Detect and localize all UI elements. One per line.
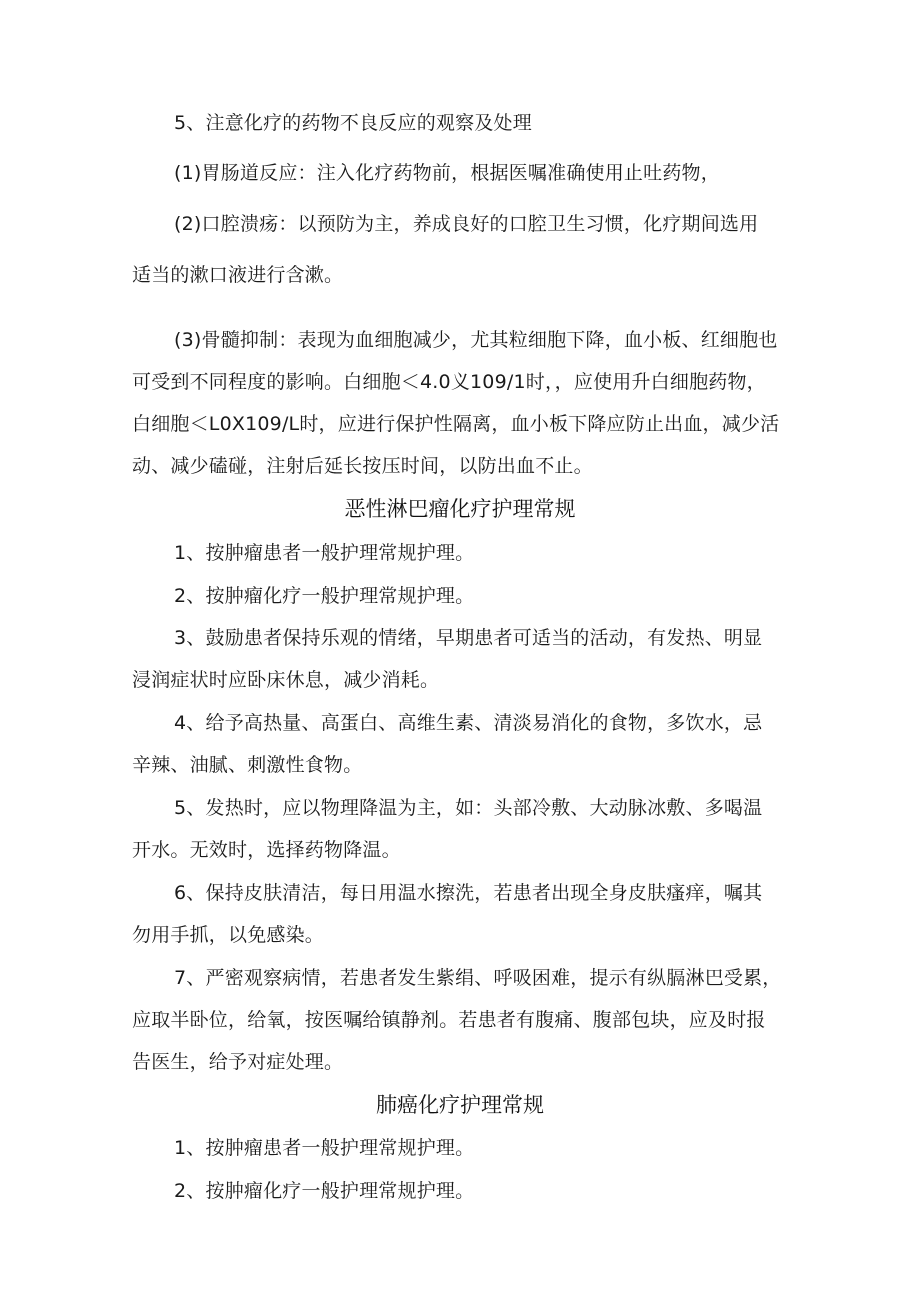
lymphoma-item-1: 1、按肿瘤患者一般护理常规护理。	[174, 542, 475, 564]
sub-item-3-marrow-line-3: 白细胞＜L0X109/L时，应进行保护性隔离，血小板下降应防止出血，减少活	[132, 413, 780, 435]
lymphoma-item-4-line-2: 辛辣、油腻、刺激性食物。	[132, 754, 363, 776]
lymphoma-section-title: 恶性淋巴瘤化疗护理常规	[344, 497, 576, 521]
sub-item-3-marrow-line-2: 可受到不同程度的影响。白细胞＜4.0义109/1时，，应使用升白细胞药物，	[132, 371, 766, 393]
item5-heading: 5、注意化疗的药物不良反应的观察及处理	[174, 112, 532, 134]
lung-cancer-section-title: 肺癌化疗护理常规	[376, 1093, 544, 1117]
sub-item-3-marrow-line-1: (3)骨髓抑制：表现为血细胞减少，尤其粒细胞下降，血小板、红细胞也	[174, 329, 778, 351]
lymphoma-item-5-line-2: 开水。无效时，选择药物降温。	[132, 839, 401, 861]
sub-item-2-oral-line-2: 适当的漱口液进行含漱。	[132, 264, 344, 286]
sub-item-1-gastro: (1)胃肠道反应：注入化疗药物前，根据医嘱准确使用止吐药物，	[174, 162, 720, 184]
lymphoma-item-2: 2、按肿瘤化疗一般护理常规护理。	[174, 585, 475, 607]
lung-item-1: 1、按肿瘤患者一般护理常规护理。	[174, 1137, 475, 1159]
lymphoma-item-7-line-3: 告医生，给予对症处理。	[132, 1051, 344, 1073]
sub-item-3-marrow-line-4: 动、减少磕碰，注射后延长按压时间，以防出血不止。	[132, 455, 593, 477]
lymphoma-item-7-line-1: 7、严密观察病情，若患者发生紫绢、呼吸困难，提示有纵膈淋巴受累，	[174, 967, 782, 989]
lymphoma-item-5-line-1: 5、发热时，应以物理降温为主，如：头部冷敷、大动脉冰敷、多喝温	[174, 797, 763, 819]
lymphoma-item-3-line-1: 3、鼓励患者保持乐观的情绪，早期患者可适当的活动，有发热、明显	[174, 627, 763, 649]
lung-item-2: 2、按肿瘤化疗一般护理常规护理。	[174, 1180, 475, 1202]
lymphoma-item-4-line-1: 4、给予高热量、高蛋白、高维生素、清淡易消化的食物，多饮水，忌	[174, 712, 763, 734]
lymphoma-item-6-line-1: 6、保持皮肤清洁，每日用温水擦洗，若患者出现全身皮肤瘙痒，嘱其	[174, 882, 763, 904]
lymphoma-item-6-line-2: 勿用手抓，以免感染。	[132, 924, 325, 946]
lymphoma-item-7-line-2: 应取半卧位，给氧，按医嘱给镇静剂。若患者有腹痛、腹部包块，应及时报	[132, 1009, 766, 1031]
sub-item-2-oral-line-1: (2)口腔溃疡：以预防为主，养成良好的口腔卫生习惯，化疗期间选用	[174, 213, 759, 235]
lymphoma-item-3-line-2: 浸润症状时应卧床休息，减少消耗。	[132, 669, 440, 691]
